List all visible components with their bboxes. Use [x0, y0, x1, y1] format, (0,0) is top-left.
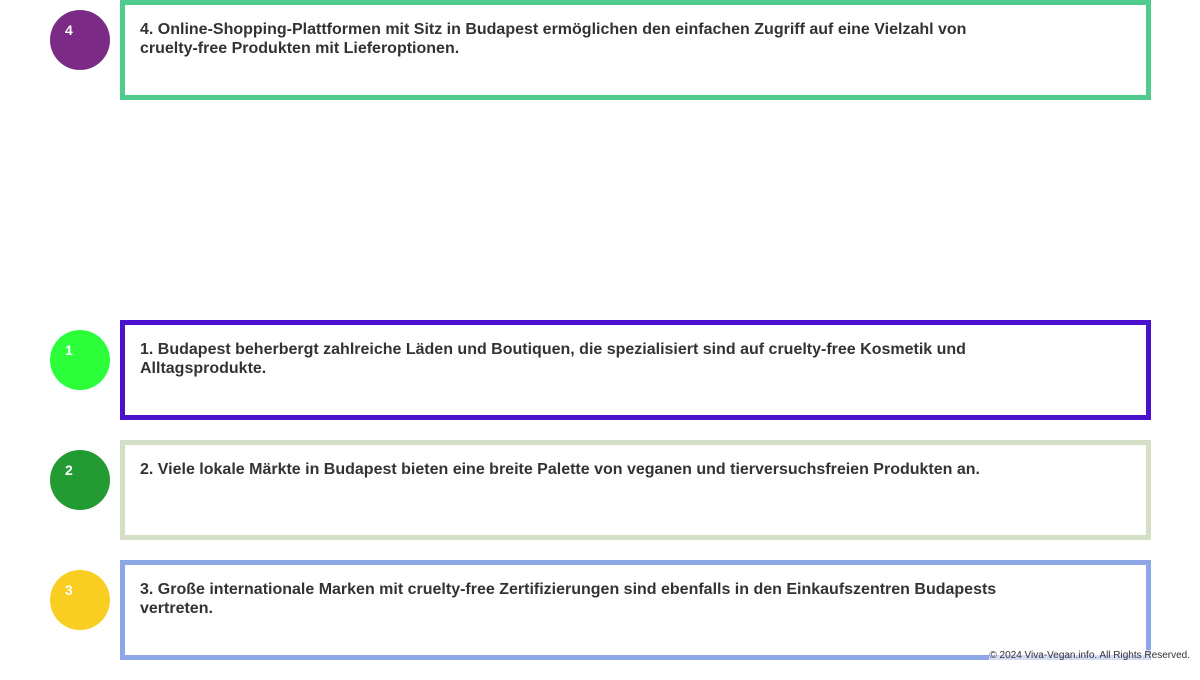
item-number: 4 [65, 22, 73, 38]
item-text: 2. Viele lokale Märkte in Budapest bieten eine breite Palette von veganen und tierversuchsfreien Produkten an. [140, 461, 980, 478]
item-text: 3. Große internationale Marken mit cruelty-free Zertifizierungen sind ebenfalls in den Einkaufszentren Budapests vertreten. [140, 581, 997, 617]
number-circle [50, 330, 110, 390]
item-text: 1. Budapest beherbergt zahlreiche Läden und Boutiquen, die spezialisiert sind auf cruelty-free Kosmetik und Alltagsprodukte. [140, 341, 966, 377]
number-circle [50, 450, 110, 510]
number-circle [50, 570, 110, 630]
item-box [120, 0, 1151, 100]
item-box [120, 440, 1151, 540]
number-circle [50, 10, 110, 70]
list-item [0, 440, 1200, 540]
item-text: 4. Online-Shopping-Plattformen mit Sitz in Budapest ermöglichen den einfachen Zugriff auf eine Vielzahl von cruelty-free Produkten mit Lieferoptionen. [140, 21, 967, 57]
item-number: 1 [65, 342, 73, 358]
copyright-footer: © 2024 Viva-Vegan.info. All Rights Reserved. [989, 650, 1190, 661]
item-number: 3 [65, 582, 73, 598]
item-box [120, 320, 1151, 420]
list-item [0, 320, 1200, 420]
list-item [0, 560, 1200, 660]
list-item [0, 0, 1200, 100]
item-box [120, 560, 1151, 660]
item-number: 2 [65, 462, 73, 478]
